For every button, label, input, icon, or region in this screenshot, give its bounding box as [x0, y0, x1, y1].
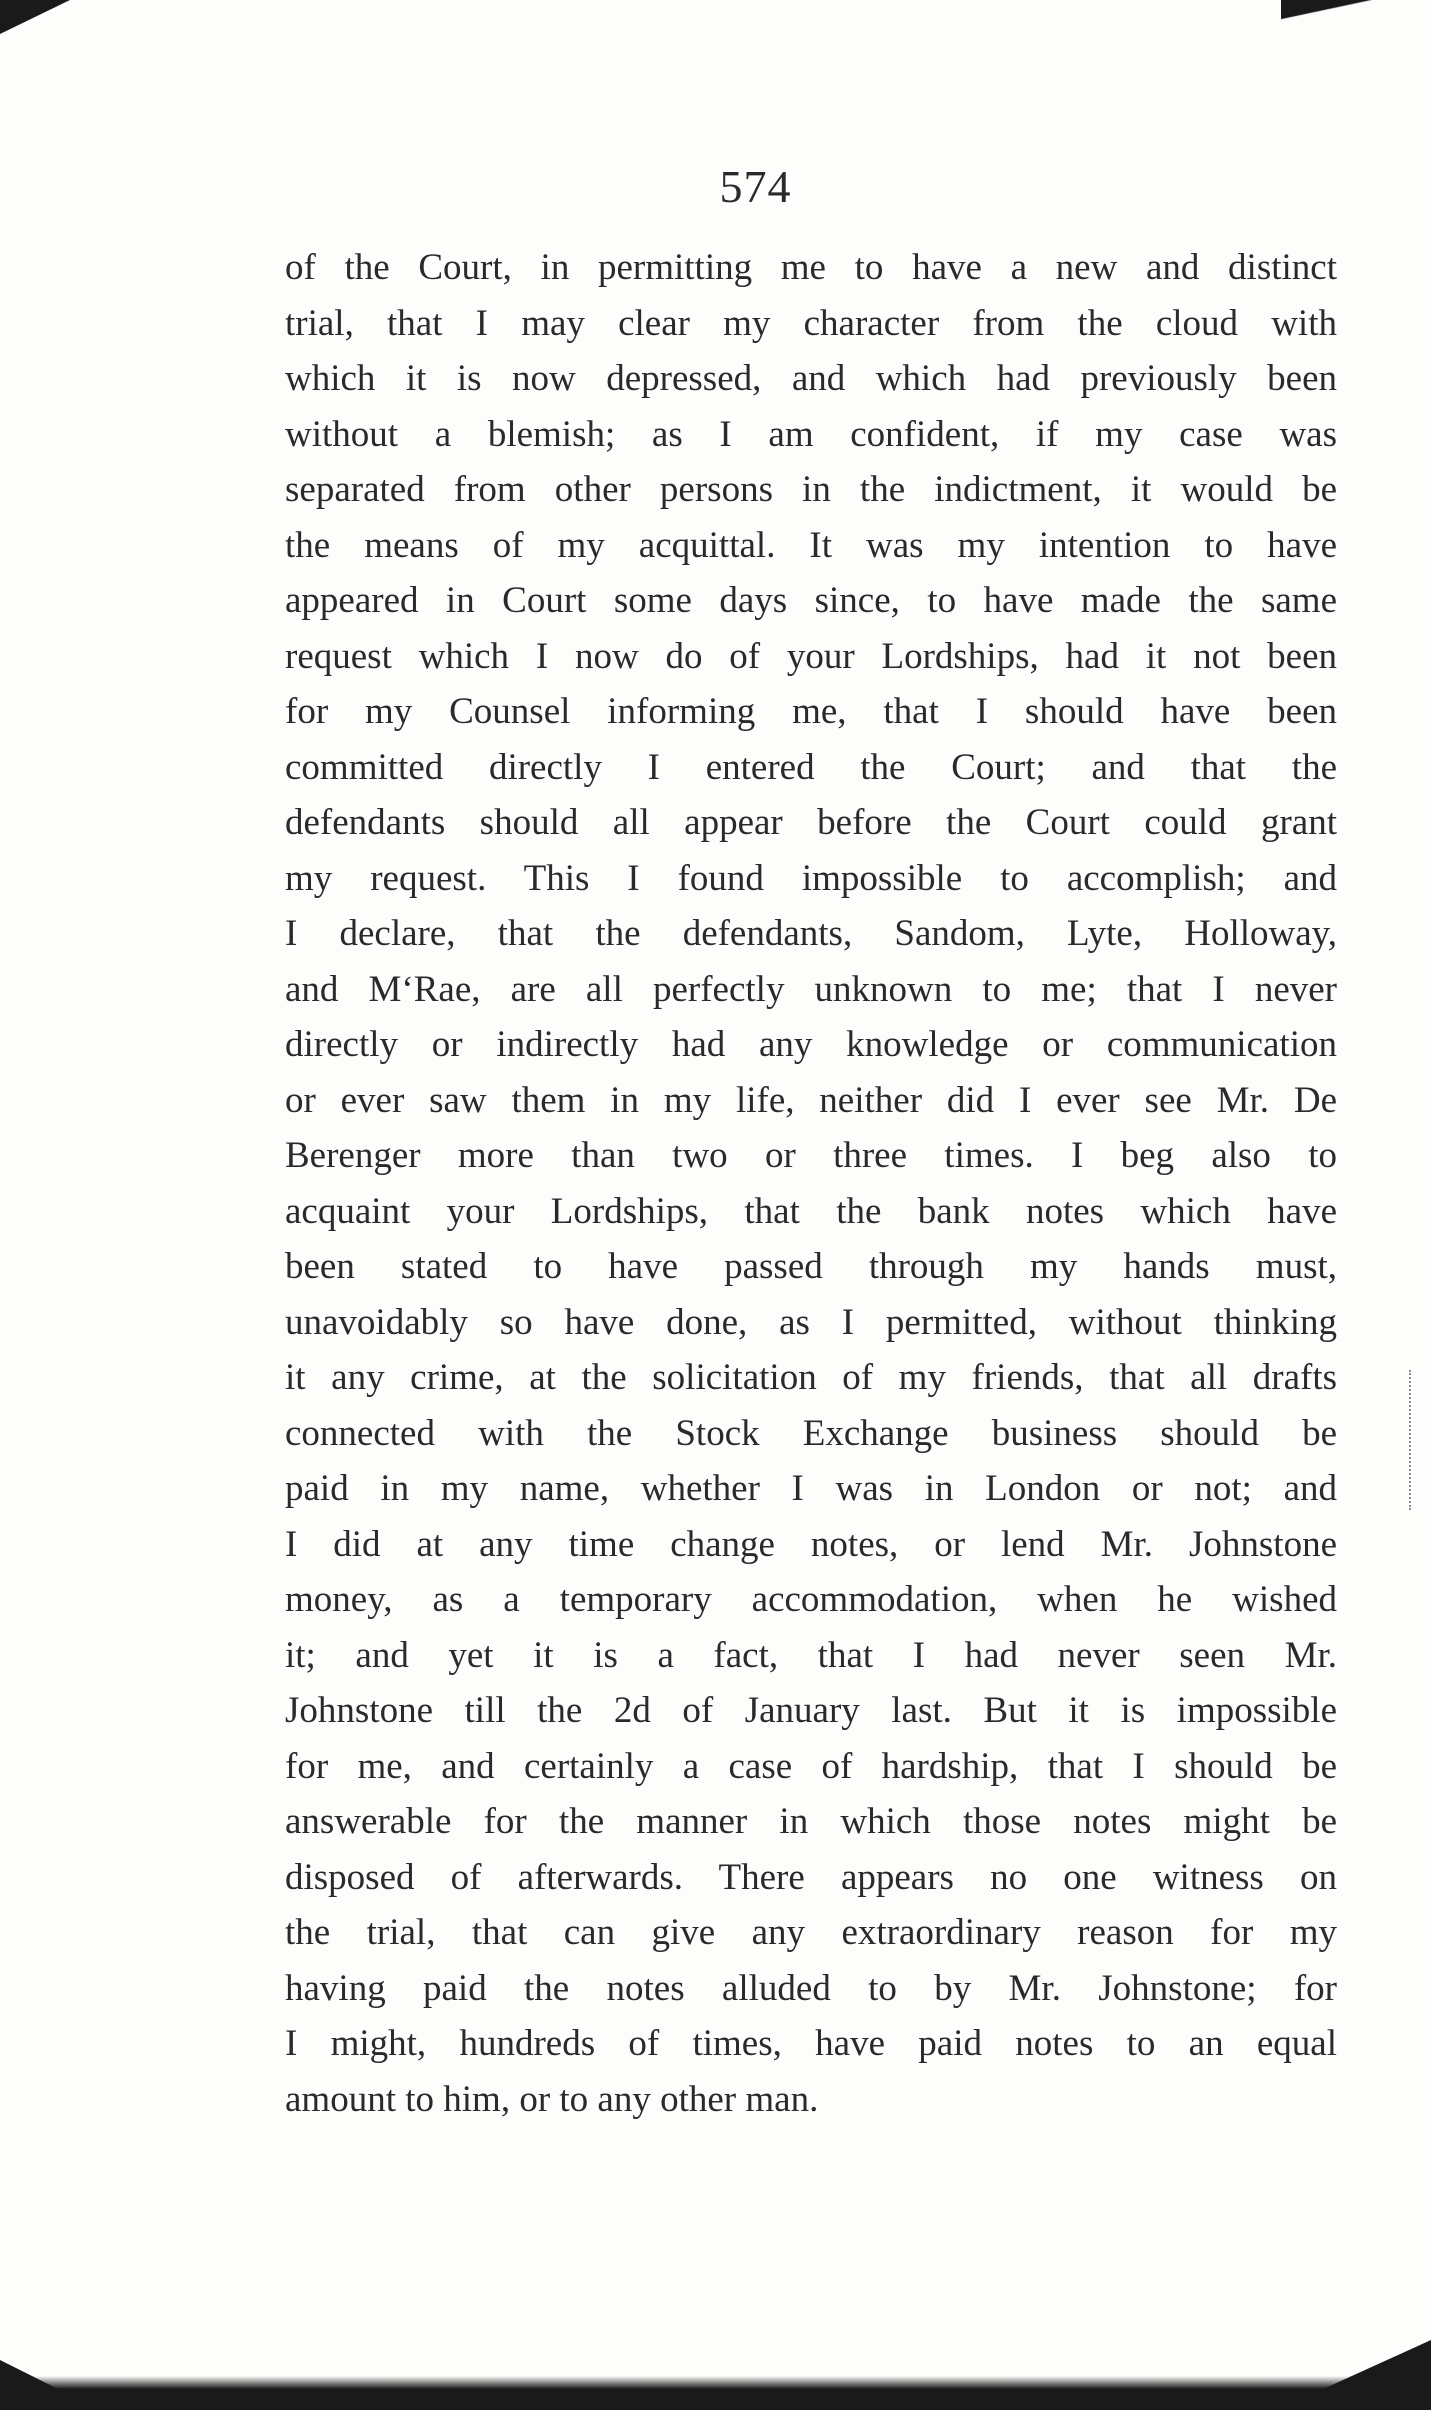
text-line: it; and yet it is a fact, that I had never seen Mr.: [285, 1634, 1337, 1676]
scan-corner-artifact-top-right: [1281, 0, 1431, 30]
text-line: disposed of afterwards. There appears no one witness on: [285, 1856, 1337, 1898]
text-line: Johnstone till the 2d of January last. But it is impossible: [285, 1690, 1337, 1731]
text-line: money, as a temporary accommodation, when he wished: [285, 1579, 1337, 1620]
text-line: of the Court, in permitting me to have a new and distinct: [285, 247, 1337, 288]
text-line: unavoidably so have done, as I permitted, without thinking: [285, 1301, 1337, 1343]
text-line: request which I now do of your Lordships, had it not been: [285, 635, 1337, 677]
text-line: been stated to have passed through my hands must,: [285, 1246, 1337, 1287]
text-line: directly or indirectly had any knowledge or communication: [285, 1024, 1337, 1065]
text-line: which it is now depressed, and which had previously been: [285, 358, 1337, 399]
text-line: my request. This I found impossible to accomplish; and: [285, 857, 1337, 899]
text-line: separated from other persons in the indictment, it would be: [285, 469, 1337, 510]
text-line: Berenger more than two or three times. I beg also to: [285, 1135, 1337, 1176]
text-line: I might, hundreds of times, have paid notes to an equal: [285, 2023, 1337, 2064]
body-text: [285, 240, 1337, 2127]
scan-bottom-edge: [0, 2376, 1431, 2410]
text-line: or ever saw them in my life, neither did I ever see Mr. De: [285, 1079, 1337, 1121]
text-line: I did at any time change notes, or lend Mr. Johnstone: [285, 1523, 1337, 1565]
page-number: 574: [719, 161, 792, 212]
text-line: the trial, that can give any extraordinary reason for my: [285, 1912, 1337, 1953]
text-line: paid in my name, whether I was in London or not; and: [285, 1468, 1337, 1509]
text-line: having paid the notes alluded to by Mr. Johnstone; for: [285, 1967, 1337, 2009]
text-line: I declare, that the defendants, Sandom, Lyte, Holloway,: [285, 913, 1337, 954]
text-line: it any crime, at the solicitation of my friends, that all drafts: [285, 1357, 1337, 1398]
text-line: trial, that I may clear my character from the cloud with: [285, 302, 1337, 344]
text-line: amount to him, or to any other man.: [285, 2078, 819, 2120]
text-line: appeared in Court some days since, to have made the same: [285, 580, 1337, 621]
text-line: the means of my acquittal. It was my intention to have: [285, 524, 1337, 566]
text-line: connected with the Stock Exchange business should be: [285, 1412, 1337, 1454]
text-line: acquaint your Lordships, that the bank notes which have: [285, 1190, 1337, 1232]
text-line: for my Counsel informing me, that I should have been: [285, 691, 1337, 732]
scan-corner-artifact-top-left: [0, 0, 70, 34]
text-line: answerable for the manner in which those notes might be: [285, 1801, 1337, 1842]
text-line: defendants should all appear before the Court could grant: [285, 802, 1337, 843]
text-line: and M‘Rae, are all perfectly unknown to me; that I never: [285, 968, 1337, 1010]
text-line: committed directly I entered the Court; and that the: [285, 746, 1337, 788]
text-line: without a blemish; as I am confident, if my case was: [285, 413, 1337, 455]
text-line: for me, and certainly a case of hardship, that I should be: [285, 1745, 1337, 1787]
scan-edge-mark: [1409, 1370, 1413, 1510]
